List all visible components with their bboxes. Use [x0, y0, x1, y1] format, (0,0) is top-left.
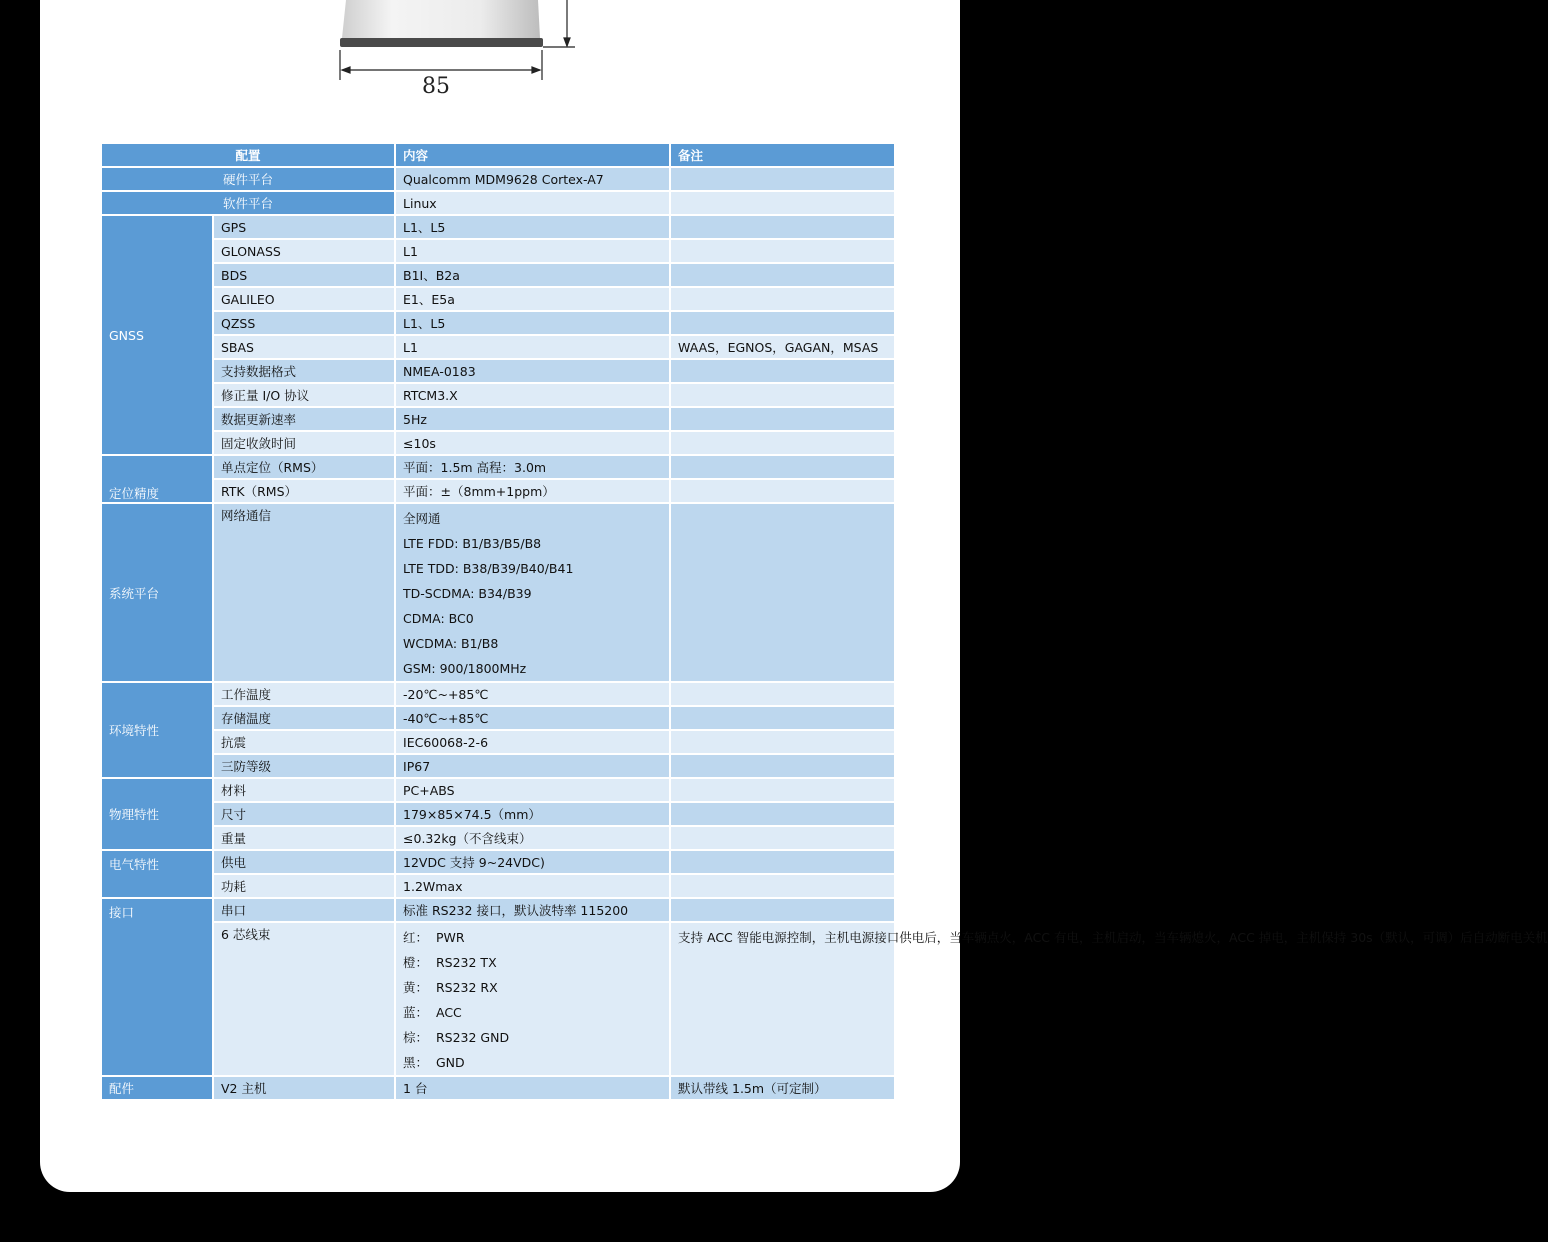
table-cell: ≤10s [395, 431, 670, 455]
table-cell: 功耗 [213, 874, 395, 898]
table-row [101, 874, 895, 898]
table-row [101, 287, 895, 311]
dimension-label: 85 [422, 74, 450, 99]
network-band-line: CDMA: BC0 [403, 611, 474, 626]
group-gnss: GNSS [101, 215, 213, 455]
table-cell [670, 383, 895, 407]
table-cell: IEC60068-2-6 [395, 730, 670, 754]
table-cell: RTK（RMS） [213, 479, 395, 503]
table-cell: L1、L5 [395, 215, 670, 239]
group-accessories: 配件 [101, 1076, 213, 1100]
table-cell: 1.2Wmax [395, 874, 670, 898]
network-band-line: LTE FDD: B1/B3/B5/B8 [403, 536, 542, 551]
table-cell: GLONASS [213, 239, 395, 263]
row-label-hardware: 硬件平台 [101, 167, 395, 191]
table-row [101, 335, 895, 359]
table-row [101, 431, 895, 455]
table-cell: IP67 [395, 754, 670, 778]
table-cell [670, 778, 895, 802]
table-cell [670, 682, 895, 706]
table-cell: 修正量 I/O 协议 [213, 383, 395, 407]
table-cell [670, 874, 895, 898]
table-cell: SBAS [213, 335, 395, 359]
network-band-line: 全网通 [403, 511, 441, 526]
table-cell: 尺寸 [213, 802, 395, 826]
table-cell: 平面：1.5m 高程：3.0m [395, 455, 670, 479]
table-cell [670, 850, 895, 874]
table-cell: ≤0.32kg（不含线束） [395, 826, 670, 850]
row-label-software: 软件平台 [101, 191, 395, 215]
group-physical: 物理特性 [101, 778, 213, 850]
table-row [101, 479, 895, 503]
table-cell: 1 台 [395, 1076, 670, 1100]
table-cell: 默认带线 1.5m（可定制） [670, 1076, 895, 1100]
table-cell [670, 826, 895, 850]
table-cell: B1I、B2a [395, 263, 670, 287]
dimension-drawing [0, 0, 1000, 110]
wire-color: 棕： [403, 1030, 429, 1045]
wire-signal: GND [435, 1055, 465, 1070]
table-cell: BDS [213, 263, 395, 287]
wire-color: 红： [403, 930, 429, 945]
table-cell [670, 706, 895, 730]
group-interface: 接口 [101, 898, 213, 1076]
table-cell: 串口 [213, 898, 395, 922]
table-cell: E1、E5a [395, 287, 670, 311]
wire-signal: RS232 TX [435, 955, 497, 970]
group-electrical: 电气特性 [101, 850, 213, 898]
network-band-line: GSM: 900/1800MHz [403, 661, 527, 676]
table-cell: QZSS [213, 311, 395, 335]
table-cell: RTCM3.X [395, 383, 670, 407]
table-row [101, 898, 895, 922]
table-cell: 179×85×74.5（mm） [395, 802, 670, 826]
network-band-line: WCDMA: B1/B8 [403, 636, 499, 651]
table-cell: 固定收敛时间 [213, 431, 395, 455]
table-row [101, 682, 895, 706]
table-row [101, 263, 895, 287]
wire-line [403, 1000, 662, 1025]
table-row [101, 778, 895, 802]
table-cell: NMEA-0183 [395, 359, 670, 383]
table-cell: 网络通信 [213, 503, 395, 682]
table-cell: 供电 [213, 850, 395, 874]
table-cell: 单点定位（RMS） [213, 455, 395, 479]
harness-wires-cell [395, 922, 670, 1076]
table-cell: WAAS，EGNOS，GAGAN，MSAS [670, 335, 895, 359]
table-cell: 12VDC 支持 9~24VDC) [395, 850, 670, 874]
wire-signal: PWR [435, 930, 465, 945]
table-cell: 支持数据格式 [213, 359, 395, 383]
table-cell [670, 263, 895, 287]
wire-color: 蓝： [403, 1005, 429, 1020]
network-band-line: LTE TDD: B38/B39/B40/B41 [403, 561, 574, 576]
table-row [101, 1076, 895, 1100]
spec-table [100, 142, 1548, 1101]
table-row [101, 754, 895, 778]
harness-note: 支持 ACC 智能电源控制，主机电源接口供电后，当车辆点火，ACC 有电，主机启动，当车辆熄火，ACC 掉电，主机保持 30s（默认，可调）后自动断电关机 [670, 922, 895, 1076]
network-bands-cell [395, 503, 670, 682]
header-content: 内容 [395, 143, 670, 167]
table-cell [670, 359, 895, 383]
table-cell: -40℃~+85℃ [395, 706, 670, 730]
table-row [101, 455, 895, 479]
table-cell: Linux [395, 191, 670, 215]
product-base-image [340, 0, 543, 47]
table-row [101, 802, 895, 826]
table-cell: L1、L5 [395, 311, 670, 335]
table-cell: 6 芯线束 [213, 922, 395, 1076]
table-row [101, 407, 895, 431]
wire-signal: ACC [435, 1005, 462, 1020]
table-cell [670, 407, 895, 431]
table-cell: L1 [395, 239, 670, 263]
table-cell [670, 802, 895, 826]
table-cell: L1 [395, 335, 670, 359]
network-band-line: TD-SCDMA: B34/B39 [403, 586, 532, 601]
table-cell: 标准 RS232 接口，默认波特率 115200 [395, 898, 670, 922]
table-cell: -20℃~+85℃ [395, 682, 670, 706]
header-config: 配置 [101, 143, 395, 167]
table-cell: 存储温度 [213, 706, 395, 730]
table-cell: 抗震 [213, 730, 395, 754]
table-row [101, 359, 895, 383]
group-system: 系统平台 [101, 503, 213, 682]
wire-line [403, 975, 662, 1000]
table-cell: GPS [213, 215, 395, 239]
table-cell [670, 730, 895, 754]
wire-signal: RS232 RX [435, 980, 498, 995]
table-cell: 重量 [213, 826, 395, 850]
wire-line [403, 1050, 662, 1075]
table-cell [670, 167, 895, 191]
table-cell: 材料 [213, 778, 395, 802]
table-cell [670, 479, 895, 503]
table-row [101, 311, 895, 335]
table-cell: V2 主机 [213, 1076, 395, 1100]
table-cell: 工作温度 [213, 682, 395, 706]
table-cell [670, 898, 895, 922]
wire-line [403, 1025, 662, 1050]
table-row [101, 167, 895, 191]
wire-line [403, 925, 662, 950]
wire-line [403, 950, 662, 975]
table-row [101, 503, 895, 682]
table-row [101, 922, 895, 1076]
group-environment: 环境特性 [101, 682, 213, 778]
table-cell [670, 239, 895, 263]
table-cell: 平面：±（8mm+1ppm） [395, 479, 670, 503]
table-header-row [101, 143, 895, 167]
wire-color: 黄： [403, 980, 429, 995]
table-row [101, 850, 895, 874]
table-row [101, 706, 895, 730]
table-row [101, 239, 895, 263]
table-cell: PC+ABS [395, 778, 670, 802]
table-row [101, 383, 895, 407]
table-row [101, 730, 895, 754]
table-row [101, 215, 895, 239]
table-cell [670, 455, 895, 479]
wire-signal: RS232 GND [435, 1030, 510, 1045]
header-note: 备注 [670, 143, 895, 167]
table-cell [670, 287, 895, 311]
table-cell: 三防等级 [213, 754, 395, 778]
table-cell: 5Hz [395, 407, 670, 431]
wire-color: 橙： [403, 955, 429, 970]
table-row [101, 191, 895, 215]
table-cell [670, 431, 895, 455]
table-cell [670, 754, 895, 778]
wire-color: 黑： [403, 1055, 429, 1070]
table-cell: GALILEO [213, 287, 395, 311]
group-accuracy: 定位精度 [101, 455, 213, 503]
table-cell [670, 215, 895, 239]
table-cell: 数据更新速率 [213, 407, 395, 431]
table-cell [670, 311, 895, 335]
table-row [101, 826, 895, 850]
table-cell: Qualcomm MDM9628 Cortex-A7 [395, 167, 670, 191]
table-cell [670, 503, 895, 682]
table-cell [670, 191, 895, 215]
